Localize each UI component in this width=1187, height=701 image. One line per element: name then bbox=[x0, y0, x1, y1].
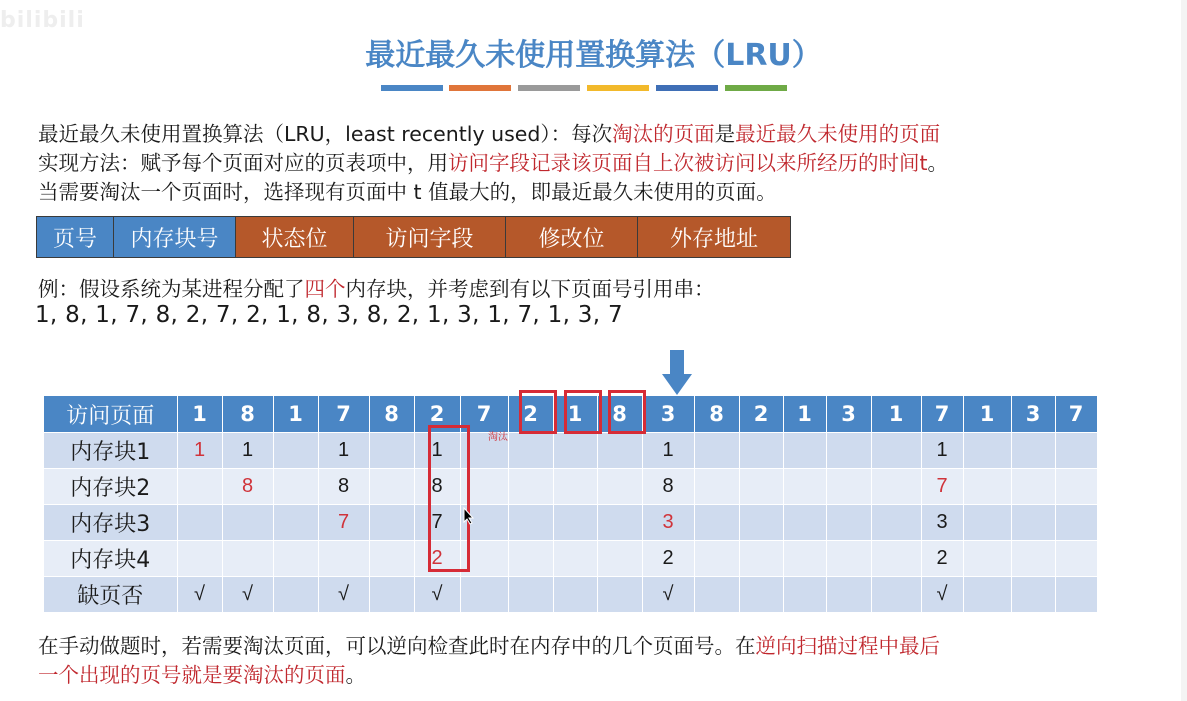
table-cell: 3 bbox=[642, 505, 694, 541]
table-cell bbox=[739, 541, 783, 577]
table-cell bbox=[597, 469, 642, 505]
page-table-entry bbox=[36, 216, 791, 258]
table-cell: 2 bbox=[642, 541, 694, 577]
access-page-cell: 3 bbox=[1011, 396, 1055, 433]
table-cell bbox=[369, 541, 414, 577]
definition-line-2 bbox=[38, 149, 948, 178]
table-cell bbox=[826, 541, 871, 577]
table-cell bbox=[369, 433, 414, 469]
table-cell bbox=[826, 505, 871, 541]
access-page-cell: 7 bbox=[1055, 396, 1097, 433]
table-cell: 2 bbox=[921, 541, 963, 577]
table-cell bbox=[1055, 577, 1097, 613]
table-cell: 1 bbox=[921, 433, 963, 469]
table-cell bbox=[318, 541, 369, 577]
definition-text: 实现方法：赋予每个页面对应的页表项中，用 bbox=[38, 151, 448, 175]
bottom-note-text: 。 bbox=[345, 663, 366, 687]
example-highlight: 四个 bbox=[304, 277, 346, 301]
highlight-box-access-2 bbox=[519, 390, 557, 434]
access-page-cell: 8 bbox=[694, 396, 739, 433]
access-page-cell: 1 bbox=[273, 396, 318, 433]
table-row bbox=[44, 505, 1097, 541]
table-row bbox=[44, 469, 1097, 505]
highlight-box-memory-column bbox=[428, 425, 470, 572]
definition-text: 。 bbox=[927, 151, 949, 175]
table-cell bbox=[694, 505, 739, 541]
table-cell bbox=[783, 577, 826, 613]
down-arrow-icon bbox=[662, 350, 692, 396]
table-cell bbox=[177, 541, 222, 577]
pte-modify-bit: 修改位 bbox=[506, 217, 638, 258]
table-cell bbox=[273, 577, 318, 613]
table-cell: √ bbox=[414, 577, 460, 613]
table-cell bbox=[963, 433, 1011, 469]
color-bar bbox=[725, 85, 787, 91]
row-label: 内存块3 bbox=[44, 505, 177, 541]
table-cell: 1 bbox=[414, 433, 460, 469]
table-cell bbox=[963, 505, 1011, 541]
access-page-cell: 3 bbox=[826, 396, 871, 433]
header-label: 访问页面 bbox=[44, 396, 177, 433]
table-cell: 1 bbox=[642, 433, 694, 469]
table-cell bbox=[508, 541, 553, 577]
access-page-cell: 3 bbox=[642, 396, 694, 433]
table-row bbox=[44, 433, 1097, 469]
color-bar bbox=[587, 85, 649, 91]
table-cell bbox=[273, 541, 318, 577]
table-cell bbox=[739, 469, 783, 505]
access-page-cell: 2 bbox=[508, 396, 553, 433]
table-cell bbox=[1055, 433, 1097, 469]
table-cell bbox=[553, 469, 597, 505]
pte-access-field: 访问字段 bbox=[354, 217, 506, 258]
table-cell: √ bbox=[222, 577, 273, 613]
table-cell bbox=[783, 469, 826, 505]
table-cell bbox=[1055, 505, 1097, 541]
access-page-cell: 7 bbox=[460, 396, 508, 433]
table-cell bbox=[871, 433, 921, 469]
table-cell bbox=[1011, 433, 1055, 469]
table-cell bbox=[177, 505, 222, 541]
pte-status-bit: 状态位 bbox=[236, 217, 354, 258]
table-cell: 1 bbox=[318, 433, 369, 469]
table-cell bbox=[597, 505, 642, 541]
access-page-cell: 8 bbox=[369, 396, 414, 433]
table-cell bbox=[553, 433, 597, 469]
definition-text: 最近最久未使用置换算法（LRU，least recently used）：每次 bbox=[38, 122, 613, 146]
pte-page-number: 页号 bbox=[37, 217, 114, 258]
table-cell bbox=[553, 577, 597, 613]
example-text-part: 内存块，并考虑到有以下页面号引用串： bbox=[345, 277, 715, 301]
definition-highlight: 访问字段记录该页面自上次被访问以来所经历的时间t bbox=[448, 151, 928, 175]
table-cell bbox=[826, 469, 871, 505]
bottom-note-line-2 bbox=[38, 661, 940, 690]
color-bar bbox=[518, 85, 580, 91]
pte-external-address: 外存地址 bbox=[638, 217, 791, 258]
table-cell bbox=[597, 541, 642, 577]
access-page-cell: 1 bbox=[553, 396, 597, 433]
table-cell: 8 bbox=[642, 469, 694, 505]
table-cell bbox=[739, 577, 783, 613]
reference-string: 1, 8, 1, 7, 8, 2, 7, 2, 1, 8, 3, 8, 2, 1, 3, 1, 7, 1, 3, 7 bbox=[35, 302, 623, 328]
table-cell bbox=[1011, 505, 1055, 541]
table-cell bbox=[871, 469, 921, 505]
table-cell bbox=[694, 577, 739, 613]
row-label: 内存块1 bbox=[44, 433, 177, 469]
table-row bbox=[44, 577, 1097, 613]
bilibili-watermark: bilibili bbox=[0, 8, 85, 33]
definition-highlight: 最近最久未使用的页面 bbox=[735, 122, 941, 146]
pte-block-number: 内存块号 bbox=[114, 217, 236, 258]
table-cell bbox=[783, 541, 826, 577]
bottom-note-line-1 bbox=[38, 632, 940, 661]
table-cell bbox=[783, 505, 826, 541]
highlight-box-access-8 bbox=[608, 390, 646, 434]
table-cell bbox=[460, 577, 508, 613]
row-label: 内存块2 bbox=[44, 469, 177, 505]
bottom-note-highlight: 逆向扫描过程中最后 bbox=[755, 634, 940, 658]
color-bar bbox=[381, 85, 443, 91]
table-cell bbox=[508, 505, 553, 541]
table-cell bbox=[871, 541, 921, 577]
table-cell bbox=[273, 469, 318, 505]
table-cell bbox=[369, 469, 414, 505]
row-label: 内存块4 bbox=[44, 541, 177, 577]
definition-line-1 bbox=[38, 120, 940, 149]
table-cell bbox=[177, 469, 222, 505]
table-cell: 8 bbox=[414, 469, 460, 505]
table-cell bbox=[597, 433, 642, 469]
table-cell bbox=[1011, 577, 1055, 613]
table-cell: 8 bbox=[318, 469, 369, 505]
table-cell: 7 bbox=[414, 505, 460, 541]
table-cell bbox=[963, 541, 1011, 577]
table-cell: 3 bbox=[921, 505, 963, 541]
table-cell bbox=[739, 433, 783, 469]
table-cell bbox=[508, 577, 553, 613]
slide-title: 最近最久未使用置换算法（LRU） bbox=[365, 38, 822, 73]
access-page-cell: 1 bbox=[871, 396, 921, 433]
table-cell: 2 bbox=[414, 541, 460, 577]
table-cell bbox=[369, 577, 414, 613]
table-cell bbox=[273, 433, 318, 469]
bottom-note-highlight: 一个出现的页号就是要淘汰的页面 bbox=[38, 663, 346, 687]
table-cell bbox=[783, 433, 826, 469]
table-cell bbox=[826, 433, 871, 469]
example-text-part: 例：假设系统为某进程分配了 bbox=[38, 277, 305, 301]
table-cell: 7 bbox=[921, 469, 963, 505]
eliminated-label: 淘汰 bbox=[488, 432, 508, 443]
table-cell bbox=[508, 469, 553, 505]
access-page-cell: 1 bbox=[783, 396, 826, 433]
table-cell: 7 bbox=[318, 505, 369, 541]
table-cell bbox=[963, 577, 1011, 613]
example-text bbox=[38, 272, 715, 302]
color-bar bbox=[449, 85, 511, 91]
definition-line-3: 当需要淘汰一个页面时，选择现有页面中 t 值最大的，即最近最久未使用的页面。 bbox=[38, 180, 777, 204]
table-cell bbox=[222, 505, 273, 541]
table-cell: √ bbox=[642, 577, 694, 613]
table-cell bbox=[1011, 469, 1055, 505]
bottom-note bbox=[38, 632, 940, 690]
table-row bbox=[44, 541, 1097, 577]
table-cell: √ bbox=[921, 577, 963, 613]
table-cell: √ bbox=[177, 577, 222, 613]
table-cell bbox=[694, 541, 739, 577]
table-cell bbox=[273, 505, 318, 541]
table-cell bbox=[508, 433, 553, 469]
table-cell bbox=[553, 505, 597, 541]
color-bar bbox=[656, 85, 718, 91]
table-cell bbox=[694, 469, 739, 505]
access-page-cell: 2 bbox=[414, 396, 460, 433]
table-cell bbox=[694, 433, 739, 469]
row-label: 缺页否 bbox=[44, 577, 177, 613]
table-cell bbox=[871, 577, 921, 613]
table-cell: 1 bbox=[222, 433, 273, 469]
bottom-note-text: 在手动做题时，若需要淘汰页面，可以逆向检查此时在内存中的几个页面号。在 bbox=[38, 634, 756, 658]
access-page-cell: 8 bbox=[597, 396, 642, 433]
definition-highlight: 淘汰的页面 bbox=[612, 122, 715, 146]
table-cell: 8 bbox=[222, 469, 273, 505]
table-cell bbox=[1011, 541, 1055, 577]
table-cell bbox=[222, 541, 273, 577]
access-page-cell: 1 bbox=[963, 396, 1011, 433]
table-cell bbox=[963, 469, 1011, 505]
table-cell: √ bbox=[318, 577, 369, 613]
scrollbar-edge bbox=[1181, 0, 1187, 701]
mouse-cursor-icon bbox=[463, 507, 475, 525]
highlight-box-access-1 bbox=[564, 390, 602, 434]
table-cell bbox=[1055, 541, 1097, 577]
table-cell: 1 bbox=[177, 433, 222, 469]
access-page-cell: 1 bbox=[177, 396, 222, 433]
table-cell bbox=[597, 577, 642, 613]
access-page-cell: 2 bbox=[739, 396, 783, 433]
table-cell bbox=[871, 505, 921, 541]
table-cell bbox=[739, 505, 783, 541]
table-cell bbox=[1055, 469, 1097, 505]
table-cell bbox=[553, 541, 597, 577]
definition-text: 是 bbox=[714, 122, 736, 146]
table-cell bbox=[369, 505, 414, 541]
access-page-cell: 8 bbox=[222, 396, 273, 433]
access-page-cell: 7 bbox=[921, 396, 963, 433]
table-cell bbox=[826, 577, 871, 613]
access-page-cell: 7 bbox=[318, 396, 369, 433]
